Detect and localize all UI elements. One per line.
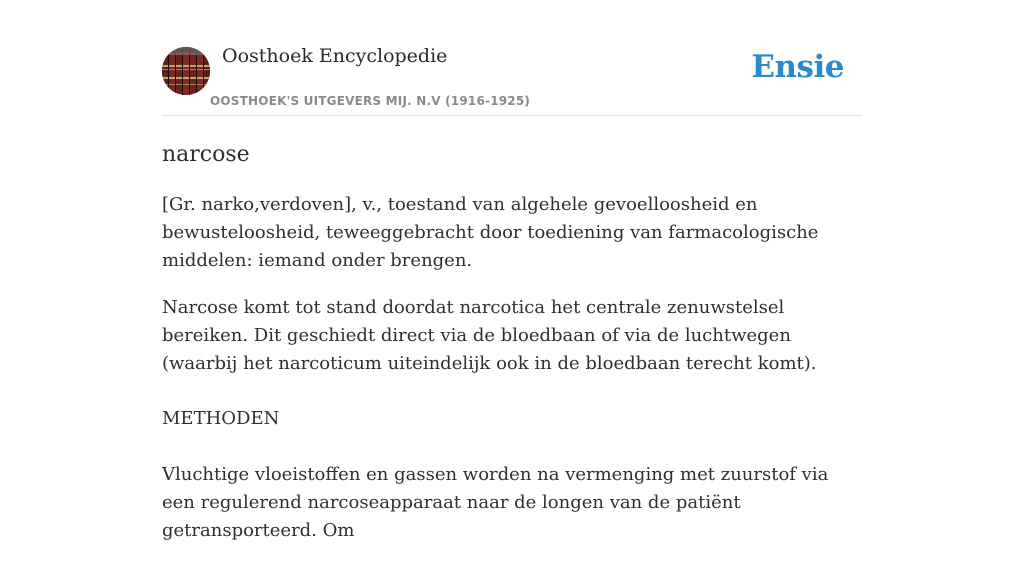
entry-term: narcose (162, 142, 250, 167)
section-heading: METHODEN (162, 408, 280, 429)
entry-article (162, 191, 862, 545)
page (162, 0, 862, 564)
source-subtitle: OOSTHOEK'S UITGEVERS MIJ. N.V (1916-1925) (210, 94, 531, 108)
entry-paragraph: Narcose komt tot stand doordat narcotica het centrale zenuwstelsel bereiken. Dit geschiedt direct via de bloedbaan of via de luchtwegen (waarbij het narcoticum uiteindelijk ook in de bloedbaan terecht komt). (162, 297, 817, 374)
ensie-logo-link[interactable]: Ensie (751, 49, 844, 85)
source-title[interactable]: Oosthoek Encyclopedie (222, 45, 448, 67)
entry-paragraph: Vluchtige vloeistoffen en gassen worden na vermenging met zuurstof via een regulerend narcoseapparaat naar de longen van de patiënt getransporteerd. Om (162, 464, 829, 541)
entry-paragraph: [Gr. narko,verdoven], v., toestand van algehele gevoelloosheid en bewusteloosheid, teweeggebracht door toediening van farmacologische middelen: iemand onder brengen. (162, 194, 819, 271)
source-header (162, 0, 862, 116)
encyclopedia-books-icon[interactable] (162, 47, 210, 95)
